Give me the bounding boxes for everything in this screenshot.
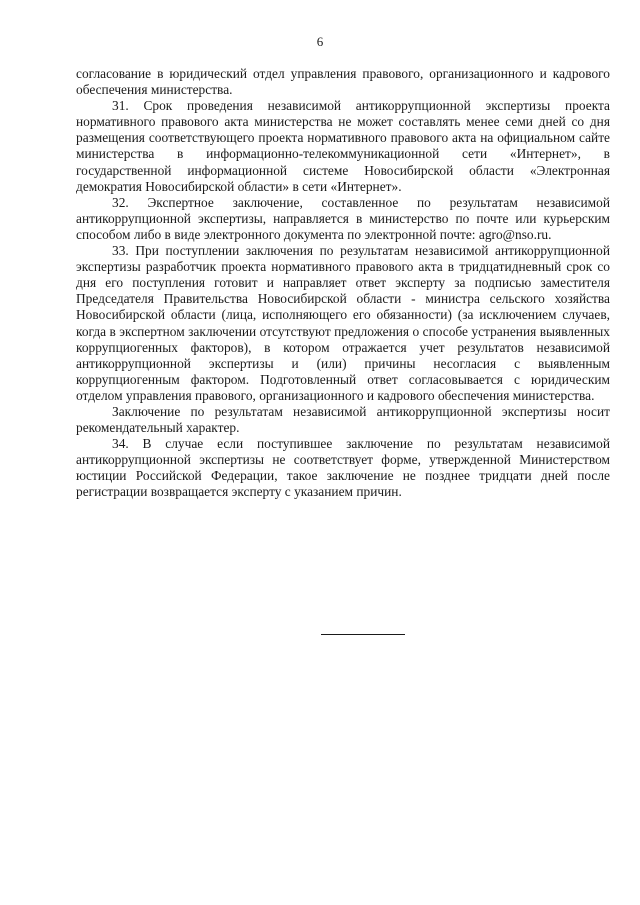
paragraph-recommendation-note: Заключение по результатам независимой антикоррупционной экспертизы носит рекомендательный характер. [76, 403, 610, 436]
document-body [76, 66, 610, 501]
end-separator-line [321, 634, 405, 635]
paragraph-item-32: 32. Экспертное заключение, составленное по результатам независимой антикоррупционной экспертизы, направляется в министерство по почте или курьерским способом либо в виде электронного документа по электронной почте: agro@nso.ru. [76, 194, 610, 242]
page-number: 6 [316, 34, 324, 49]
paragraph-continuation: согласование в юридический отдел управления правового, организационного и кадрового обеспечения министерства. [76, 66, 610, 98]
paragraph-item-33: 33. При поступлении заключения по результатам независимой антикоррупционной экспертизы разработчик проекта нормативного правового акта в тридцатидневный срок со дня его поступления готовит и направляет ответ эксперту за подписью заместителя Председателя Правительства Новосибирской области - министра сельского хозяйства Новосибирской области (лица, исполняющего его обязанности) (за исключением случаев, когда в экспертном заключении отсутствуют предложения о способе устранения выявленных коррупциогенных факторов), в котором отражается учет результатов независимой антикоррупционной экспертизы и (или) причины несогласия с выявленным коррупциогенным фактором. Подготовленный ответ согласовывается с юридическим отделом управления правового, организационного и кадрового обеспечения министерства. [76, 243, 610, 403]
paragraph-item-31: 31. Срок проведения независимой антикоррупционной экспертизы проекта нормативного правового акта министерства не может составлять менее семи дней со дня размещения соответствующего проекта нормативного правового акта на официальном сайте министерства в информационно-телекоммуникационной сети «Интернет», в государственной информационной системе Новосибирской области «Электронная демократия Новосибирской области» в сети «Интернет». [76, 98, 610, 194]
paragraph-item-34: 34. В случае если поступившее заключение по результатам независимой антикоррупционной экспертизы не соответствует форме, утвержденной Министерством юстиции Российской Федерации, такое заключение не позднее тридцати дней после регистрации возвращается эксперту с указанием причин. [76, 436, 610, 500]
